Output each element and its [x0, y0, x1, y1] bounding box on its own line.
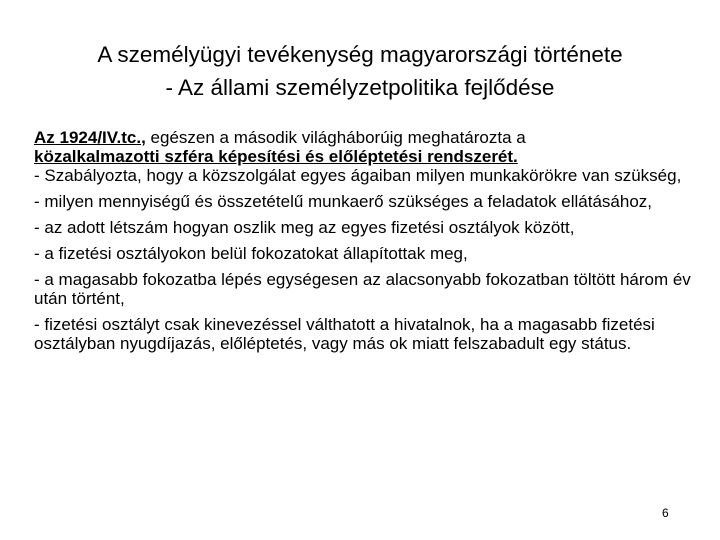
slide-body — [34, 128, 714, 360]
intro-text: egészen a második világháborúig meghatározta a — [145, 128, 526, 147]
slide-title-line-2: - Az állami személyzetpolitika fejlődése — [165, 75, 555, 100]
slide-title — [20, 38, 700, 104]
list-item: - a magasabb fokozatba lépés egységesen az alacsonyabb fokozatban töltött három év után történt, — [34, 270, 691, 308]
list-item: - Szabályozta, hogy a közszolgálat egyes ágaiban milyen munkakörökre van szükség, — [34, 166, 682, 185]
law-reference: Az 1924/IV.tc., — [34, 128, 146, 147]
intro-underlined-text: közalkalmazotti szféra képesítési és előléptetési rendszerét. — [34, 147, 518, 166]
list-item: - fizetési osztályt csak kinevezéssel válthatott a hivatalnok, ha a magasabb fizetési osztályban nyugdíjazás, előléptetés, vagy más ok miatt felszabadult egy státus. — [34, 315, 655, 353]
slide-title-line-1: A személyügyi tevékenység magyarországi története — [97, 42, 623, 67]
list-item: - milyen mennyiségű és összetételű munkaerő szükséges a feladatok ellátásához, — [34, 192, 653, 211]
page-number: 6 — [662, 506, 669, 520]
intro-paragraph — [34, 128, 714, 166]
list-item: - az adott létszám hogyan oszlik meg az egyes fizetési osztályok között, — [34, 218, 575, 237]
list-item: - a fizetési osztályokon belül fokozatokat állapítottak meg, — [34, 244, 468, 263]
